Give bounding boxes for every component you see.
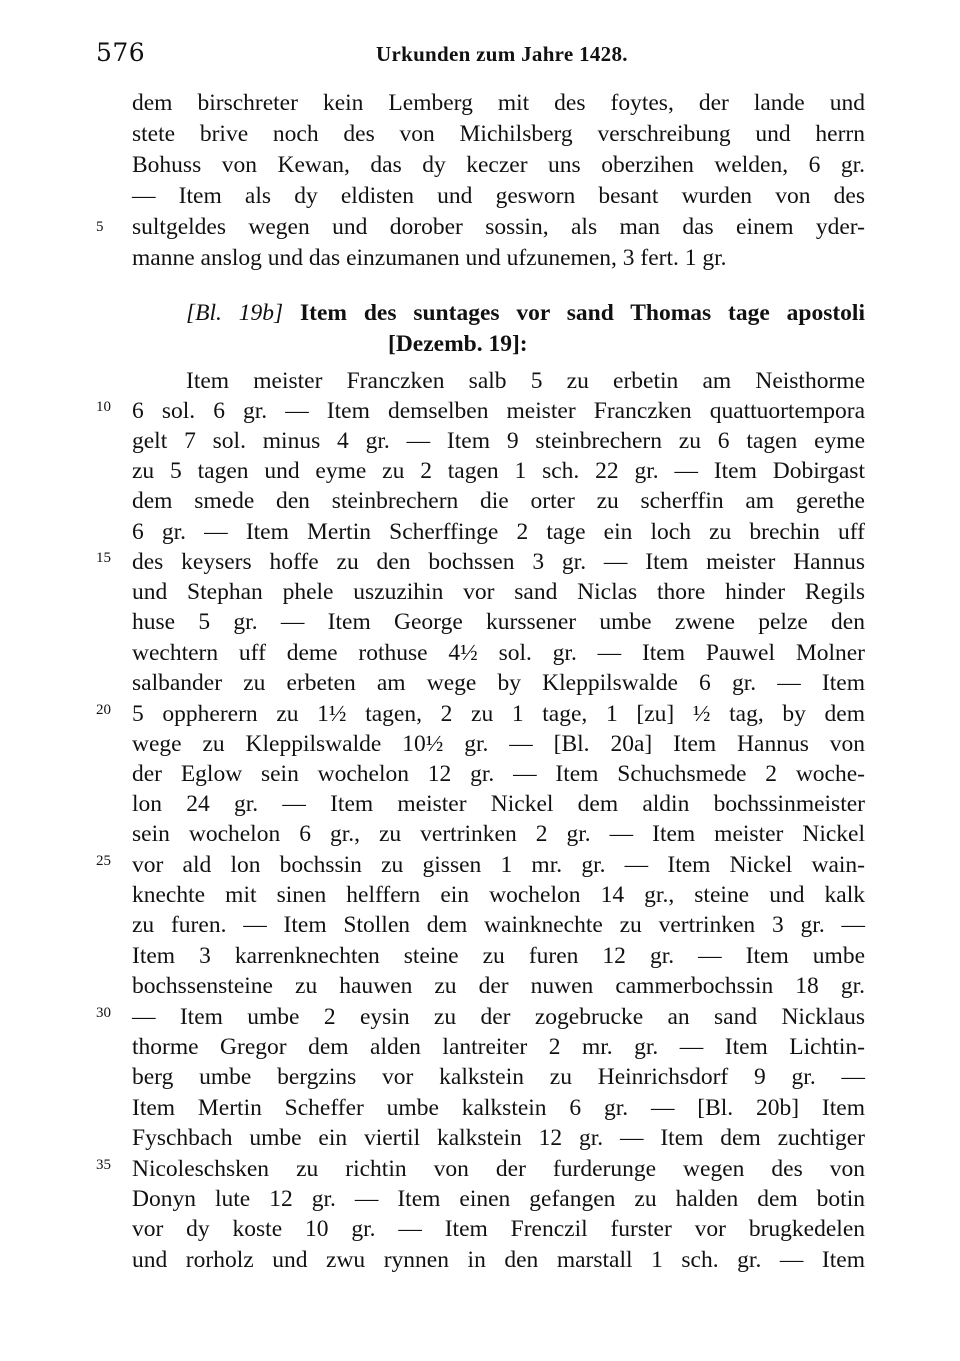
heading-date: [Dezemb. 19]: [388,331,528,357]
text-line: und rorholz und zwu rynnen in den marstall 1 sch. gr. — Item [132,1247,865,1273]
text-line: zu furen. — Item Stollen dem wainknechte zu vertrinken 3 gr. — [132,912,865,938]
text-line: Bohuss von Kewan, das dy keczer uns oberzihen welden, 6 gr. [132,152,865,178]
text-line: vor dy koste 10 gr. — Item Frenczil furster vor brugkedelen [132,1216,865,1242]
text-line: stete brive noch des von Michilsberg verschreibung und herrn [132,121,865,147]
page-number: 576 [96,38,146,67]
text-line: Fyschbach umbe ein viertil kalkstein 12 gr. — Item dem zuchtiger [132,1125,865,1151]
text-line: Item meister Franczken salb 5 zu erbetin am Neisthorme [186,368,865,394]
line-number: 20 [96,702,111,718]
line-number: 10 [96,399,111,415]
running-title: Urkunden zum Jahre 1428. [376,42,628,66]
text-line: und Stephan phele uszuzihin vor sand Niclas thore hinder Regils [132,579,865,605]
text-line: Donyn lute 12 gr. — Item einen gefangen zu halden dem botin [132,1186,865,1212]
text-line: dem birschreter kein Lemberg mit des foytes, der lande und [132,90,865,116]
text-line: 5 oppherern zu 1½ tagen, 2 zu 1 tage, 1 [zu] ½ tag, by dem [132,701,865,727]
text-line: Item 3 karrenknechten steine zu furen 12 gr. — Item umbe [132,943,865,969]
heading-text: Item des suntages vor sand Thomas tage apostoli [300,300,865,326]
text-line: vor ald lon bochssin zu gissen 1 mr. gr. — Item Nickel wain- [132,852,865,878]
text-line: wege zu Kleppilswalde 10½ gr. — [Bl. 20a] Item Hannus von [132,731,865,757]
text-line: dem smede den steinbrechern die orter zu scherffin am gerethe [132,488,865,514]
text-line: gelt 7 sol. minus 4 gr. — Item 9 steinbrechern zu 6 tagen eyme [132,428,865,454]
text-line: manne anslog und das einzumanen und ufzunemen, 3 fert. 1 gr. [132,245,727,271]
text-line: bochssensteine zu hauwen zu der nuwen cammerbochssin 18 gr. [132,973,865,999]
text-line: wechtern uff deme rothuse 4½ sol. gr. — Item Pauwel Molner [132,640,865,666]
text-line: knechte mit sinen helffern ein wochelon 14 gr., steine und kalk [132,882,865,908]
text-line: Nicoleschsken zu richtin von der furderunge wegen des von [132,1156,865,1182]
line-number: 30 [96,1005,111,1021]
section-heading [186,298,865,328]
text-line: der Eglow sein wochelon 12 gr. — Item Schuchsmede 2 woche- [132,761,865,787]
folio-reference: [Bl. 19b] [186,300,284,326]
text-line: berg umbe bergzins vor kalkstein zu Heinrichsdorf 9 gr. — [132,1064,865,1090]
text-line: Item Mertin Scheffer umbe kalkstein 6 gr. — [Bl. 20b] Item [132,1095,865,1121]
page-header [96,38,866,74]
text-line: zu 5 tagen und eyme zu 2 tagen 1 sch. 22 gr. — Item Dobirgast [132,458,865,484]
text-line: — Item als dy eldisten und gesworn besant wurden von des [132,183,865,209]
line-number: 5 [96,219,104,235]
line-number: 15 [96,550,111,566]
text-line: — Item umbe 2 eysin zu der zogebrucke an sand Nicklaus [132,1004,865,1030]
text-line: 6 gr. — Item Mertin Scherffinge 2 tage ein loch zu brechin uff [132,519,865,545]
text-line: sultgeldes wegen und dorober sossin, als man das einem yder- [132,214,865,240]
text-line: salbander zu erbeten am wege by Kleppilswalde 6 gr. — Item [132,670,865,696]
text-line: huse 5 gr. — Item George kurssener umbe zwene pelze den [132,609,865,635]
text-line: des keysers hoffe zu den bochssen 3 gr. — Item meister Hannus [132,549,865,575]
line-number: 25 [96,853,111,869]
text-line: sein wochelon 6 gr., zu vertrinken 2 gr. — Item meister Nickel [132,821,865,847]
line-number: 35 [96,1157,111,1173]
text-line: 6 sol. 6 gr. — Item demselben meister Franczken quattuortempora [132,398,865,424]
text-line: thorme Gregor dem alden lantreiter 2 mr. gr. — Item Lichtin- [132,1034,865,1060]
text-line: lon 24 gr. — Item meister Nickel dem aldin bochssinmeister [132,791,865,817]
